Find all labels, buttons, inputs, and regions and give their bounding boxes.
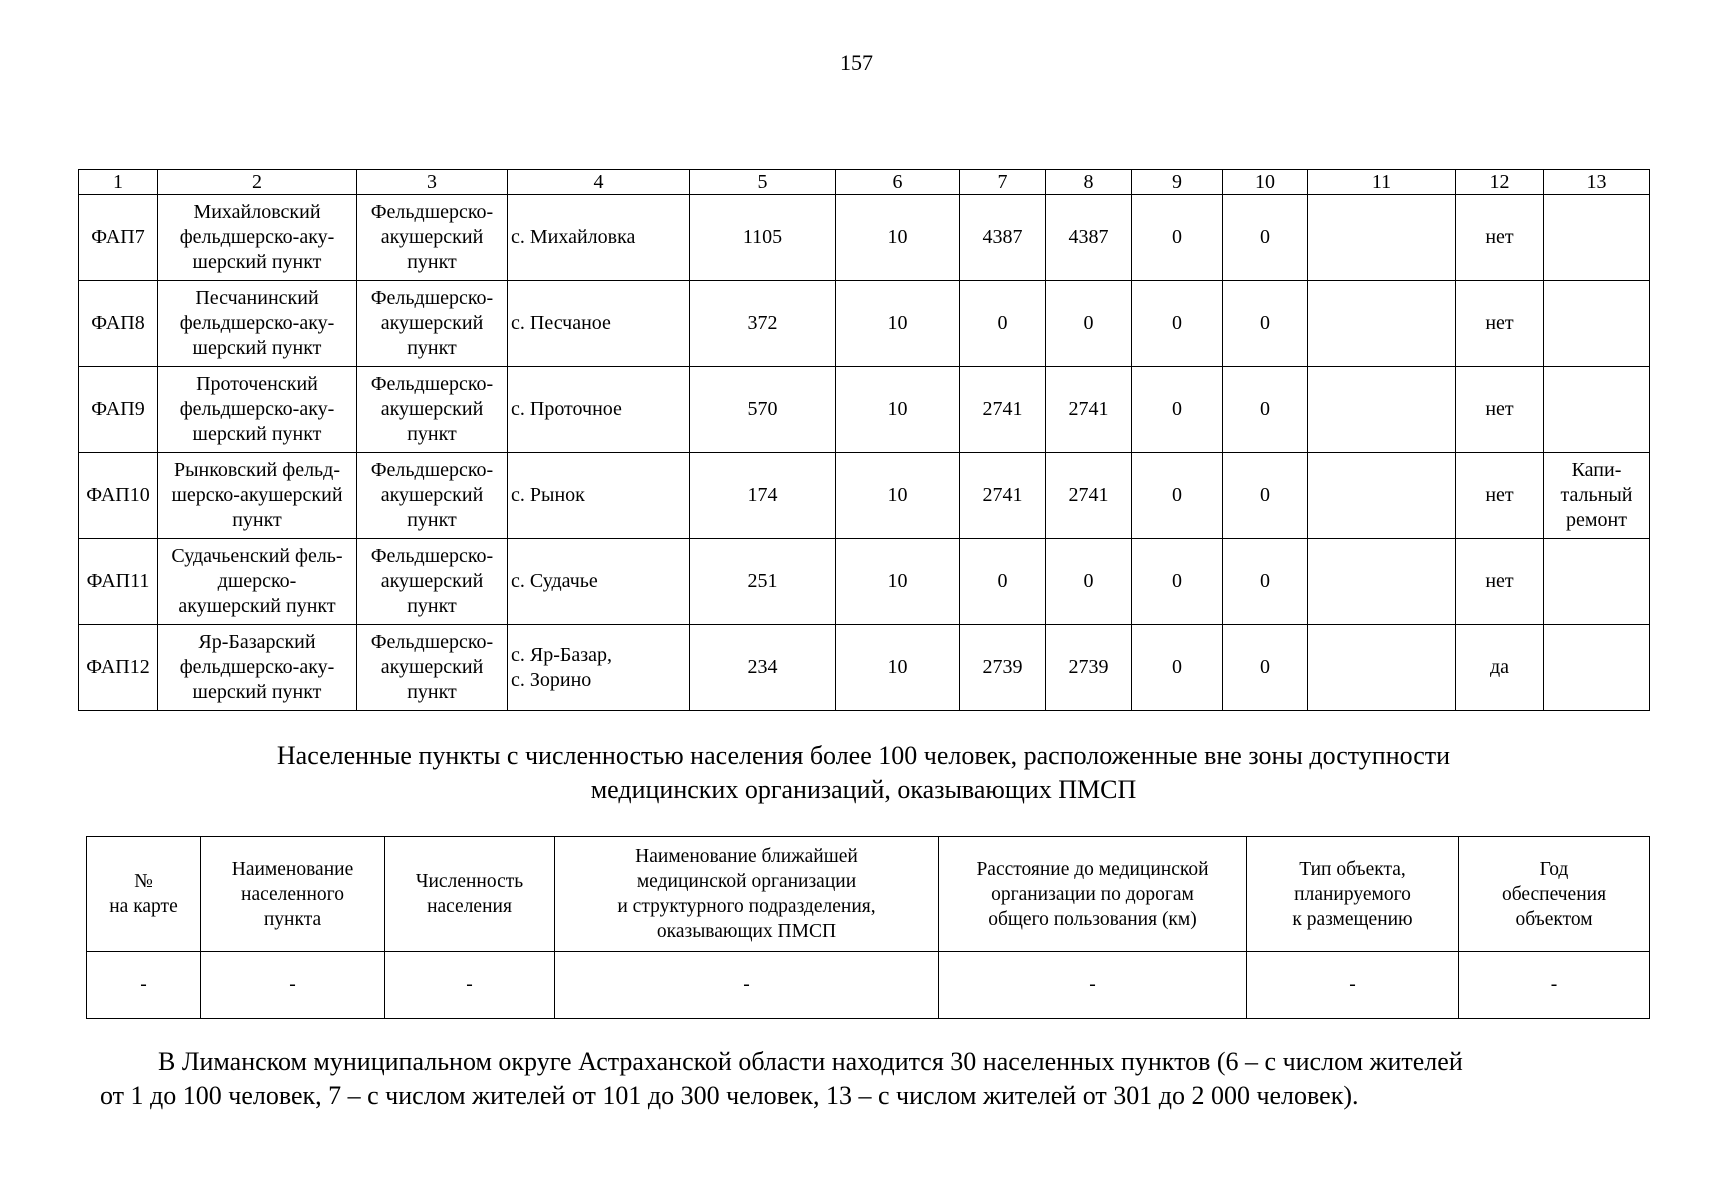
table-row — [79, 625, 1650, 711]
facility-type — [357, 195, 508, 281]
cell-c10: 0 — [1223, 367, 1308, 453]
column-number: 9 — [1132, 170, 1223, 195]
facility-name-line: Рынковский фельд- — [173, 459, 341, 481]
column-number: 2 — [158, 170, 357, 195]
table-row — [87, 952, 1650, 1019]
facility-type-line: Фельдшерско- — [370, 545, 494, 567]
empty-cell: - — [201, 952, 385, 1019]
cell-c11 — [1308, 367, 1456, 453]
table-row — [79, 195, 1650, 281]
facility-name-line: дшерско- — [217, 570, 297, 592]
facility-type-line: пункт — [407, 595, 457, 617]
cell-c7: 2739 — [960, 625, 1046, 711]
facility-type-line: Фельдшерско- — [370, 201, 494, 223]
settlement-line: с. Песчаное — [511, 312, 611, 334]
column-header-line: Год — [1539, 858, 1569, 880]
cell-c9: 0 — [1132, 195, 1223, 281]
column-header-line: объектом — [1515, 908, 1593, 930]
paragraph-line: В Лиманском муниципальном округе Астраханской области находится 30 населенных пунктов (6 – с числом жителей — [158, 1047, 1463, 1076]
column-header-line: и структурного подразделения, — [617, 896, 876, 917]
facility-type-line: Фельдшерско- — [370, 287, 494, 309]
cell-c11 — [1308, 625, 1456, 711]
facility-name-line: Михайловский — [193, 201, 321, 223]
settlement-line: с. Рынок — [511, 484, 585, 506]
cell-c12: нет — [1456, 367, 1544, 453]
facility-name — [158, 281, 357, 367]
cell-c11 — [1308, 281, 1456, 367]
facility-name-line: фельдшерско-аку- — [179, 656, 335, 678]
cell-c11 — [1308, 453, 1456, 539]
settlement-line: с. Яр-Базар, — [511, 643, 613, 666]
cell-c5: 570 — [690, 367, 836, 453]
facility-type-line: пункт — [407, 251, 457, 273]
facilities-table — [78, 169, 1650, 711]
facility-id: ФАП9 — [79, 367, 158, 453]
facility-name — [158, 195, 357, 281]
column-header — [385, 837, 555, 952]
facility-type-line: Фельдшерско- — [370, 459, 494, 481]
column-header-line: Наименование — [231, 858, 354, 880]
cell-c9: 0 — [1132, 625, 1223, 711]
facility-type-line: акушерский — [380, 484, 484, 506]
column-header-line: обеспечения — [1501, 883, 1607, 905]
facility-name-line: шерский пункт — [192, 681, 322, 703]
column-number: 1 — [79, 170, 158, 195]
cell-c8: 2741 — [1046, 367, 1132, 453]
cell-c10: 0 — [1223, 195, 1308, 281]
facility-name-line: Судачьенский фель- — [171, 545, 343, 567]
column-number-row — [79, 170, 1650, 195]
column-header — [1247, 837, 1459, 952]
column-number: 7 — [960, 170, 1046, 195]
column-header-line: к размещению — [1292, 908, 1413, 930]
cell-c13-line: Капи- — [1571, 459, 1622, 481]
facility-type-line: Фельдшерско- — [370, 373, 494, 395]
cell-c13 — [1544, 195, 1650, 281]
header-row — [87, 837, 1650, 952]
settlement-line: с. Проточное — [511, 398, 622, 420]
facility-name-line: шерский пункт — [192, 337, 322, 359]
cell-c7: 4387 — [960, 195, 1046, 281]
column-header-line: Наименование ближайшей — [635, 846, 858, 867]
empty-cell: - — [87, 952, 201, 1019]
cell-c11 — [1308, 539, 1456, 625]
column-number: 11 — [1308, 170, 1456, 195]
settlement — [508, 539, 690, 625]
facility-name — [158, 539, 357, 625]
cell-c13-line: тальный — [1560, 484, 1633, 506]
column-header-line: Расстояние до медицинской — [976, 858, 1209, 880]
cell-c6: 10 — [836, 195, 960, 281]
settlement-line: с. Зорино — [511, 668, 592, 691]
cell-c13 — [1544, 281, 1650, 367]
settlement-line: с. Судачье — [511, 570, 598, 592]
cell-c9: 0 — [1132, 453, 1223, 539]
facility-type — [357, 453, 508, 539]
column-header-line: организации по дорогам — [991, 883, 1194, 905]
cell-c13 — [1544, 625, 1650, 711]
column-header — [555, 837, 939, 952]
cell-c8: 0 — [1046, 281, 1132, 367]
cell-c7: 0 — [960, 281, 1046, 367]
facility-name-line: пункт — [232, 509, 282, 531]
cell-c11 — [1308, 195, 1456, 281]
table-row — [79, 453, 1650, 539]
settlements-outside-access-table — [86, 836, 1650, 1019]
facility-id: ФАП7 — [79, 195, 158, 281]
facility-type-line: акушерский — [380, 656, 484, 678]
section-title-line: Населенные пункты с численностью населения более 100 человек, расположенные вне зоны доступности — [276, 741, 1451, 770]
cell-c13 — [1544, 367, 1650, 453]
facility-type-line: пункт — [407, 509, 457, 531]
cell-c7: 2741 — [960, 453, 1046, 539]
empty-cell: - — [555, 952, 939, 1019]
column-number: 8 — [1046, 170, 1132, 195]
cell-c9: 0 — [1132, 539, 1223, 625]
column-header-line: населенного — [241, 883, 344, 905]
settlement — [508, 453, 690, 539]
facility-name — [158, 625, 357, 711]
empty-cell: - — [385, 952, 555, 1019]
cell-c8: 2741 — [1046, 453, 1132, 539]
cell-c5: 1105 — [690, 195, 836, 281]
facility-id: ФАП10 — [79, 453, 158, 539]
facility-id: ФАП11 — [79, 539, 158, 625]
facility-id: ФАП12 — [79, 625, 158, 711]
cell-c12: нет — [1456, 539, 1544, 625]
table-row — [79, 281, 1650, 367]
facility-type-line: пункт — [407, 423, 457, 445]
facility-name-line: Проточенский — [196, 373, 318, 395]
column-number: 6 — [836, 170, 960, 195]
column-number: 3 — [357, 170, 508, 195]
facility-type-line: акушерский — [380, 570, 484, 592]
facility-name-line: Яр-Базарский — [198, 631, 316, 653]
facility-type-line: акушерский — [380, 226, 484, 248]
settlement — [508, 195, 690, 281]
cell-c8: 2739 — [1046, 625, 1132, 711]
section-title — [78, 739, 1649, 807]
cell-c12: нет — [1456, 453, 1544, 539]
facility-type — [357, 625, 508, 711]
column-number: 12 — [1456, 170, 1544, 195]
facility-type-line: акушерский — [380, 312, 484, 334]
settlement-line: с. Михайловка — [511, 226, 636, 248]
cell-c13 — [1544, 539, 1650, 625]
settlement — [508, 281, 690, 367]
summary-paragraph — [100, 1045, 1620, 1113]
cell-c8: 0 — [1046, 539, 1132, 625]
column-header-line: Численность — [415, 871, 524, 892]
cell-c5: 251 — [690, 539, 836, 625]
cell-c12: нет — [1456, 195, 1544, 281]
facility-name-line: шерский пункт — [192, 251, 322, 273]
page-number: 157 — [840, 50, 873, 75]
cell-c6: 10 — [836, 453, 960, 539]
cell-c13 — [1544, 453, 1650, 539]
cell-c10: 0 — [1223, 625, 1308, 711]
column-number: 13 — [1544, 170, 1650, 195]
column-header-line: на карте — [109, 896, 178, 917]
column-header-line: планируемого — [1294, 883, 1411, 905]
cell-c6: 10 — [836, 281, 960, 367]
column-header-line: общего пользования (км) — [988, 908, 1197, 930]
column-number: 5 — [690, 170, 836, 195]
facility-name-line: фельдшерско-аку- — [179, 312, 335, 334]
cell-c10: 0 — [1223, 281, 1308, 367]
facility-name-line: фельдшерско-аку- — [179, 226, 335, 248]
cell-c6: 10 — [836, 367, 960, 453]
facility-type-line: пункт — [407, 681, 457, 703]
facility-type-line: акушерский — [380, 398, 484, 420]
column-header-line: Тип объекта, — [1299, 858, 1406, 880]
cell-c6: 10 — [836, 539, 960, 625]
column-header-line: населения — [427, 896, 512, 917]
cell-c6: 10 — [836, 625, 960, 711]
table-row — [79, 539, 1650, 625]
facility-type — [357, 539, 508, 625]
section-title-line: медицинских организаций, оказывающих ПМСП — [590, 775, 1137, 804]
column-header-line: медицинской организации — [636, 871, 857, 892]
facility-name-line: Песчанинский — [195, 287, 319, 309]
cell-c5: 174 — [690, 453, 836, 539]
empty-cell: - — [939, 952, 1247, 1019]
cell-c7: 2741 — [960, 367, 1046, 453]
cell-c5: 234 — [690, 625, 836, 711]
facility-type — [357, 281, 508, 367]
cell-c7: 0 — [960, 539, 1046, 625]
facility-name-line: шерско-акушерский — [171, 484, 343, 506]
facility-type-line: Фельдшерско- — [370, 631, 494, 653]
settlement — [508, 625, 690, 711]
facility-name — [158, 367, 357, 453]
column-header-line: оказывающих ПМСП — [656, 921, 837, 942]
facility-type-line: пункт — [407, 337, 457, 359]
cell-c12: нет — [1456, 281, 1544, 367]
cell-c9: 0 — [1132, 367, 1223, 453]
facility-name-line: фельдшерско-аку- — [179, 398, 335, 420]
column-header — [939, 837, 1247, 952]
column-header-line: пункта — [263, 908, 322, 930]
column-header-line: № — [134, 871, 153, 892]
empty-cell: - — [1247, 952, 1459, 1019]
cell-c9: 0 — [1132, 281, 1223, 367]
column-number: 10 — [1223, 170, 1308, 195]
cell-c10: 0 — [1223, 453, 1308, 539]
facility-type — [357, 367, 508, 453]
cell-c12: да — [1456, 625, 1544, 711]
column-header — [87, 837, 201, 952]
cell-c13-line: ремонт — [1566, 509, 1627, 531]
empty-cell: - — [1459, 952, 1650, 1019]
facility-name-line: шерский пункт — [192, 423, 322, 445]
settlement — [508, 367, 690, 453]
cell-c10: 0 — [1223, 539, 1308, 625]
column-number: 4 — [508, 170, 690, 195]
cell-c5: 372 — [690, 281, 836, 367]
facility-name — [158, 453, 357, 539]
column-header — [1459, 837, 1650, 952]
paragraph-line: от 1 до 100 человек, 7 – с числом жителей от 101 до 300 человек, 13 – с числом жителей от 301 до 2 000 человек). — [100, 1081, 1359, 1110]
cell-c8: 4387 — [1046, 195, 1132, 281]
table-row — [79, 367, 1650, 453]
facility-name-line: акушерский пункт — [178, 595, 336, 617]
column-header — [201, 837, 385, 952]
facility-id: ФАП8 — [79, 281, 158, 367]
